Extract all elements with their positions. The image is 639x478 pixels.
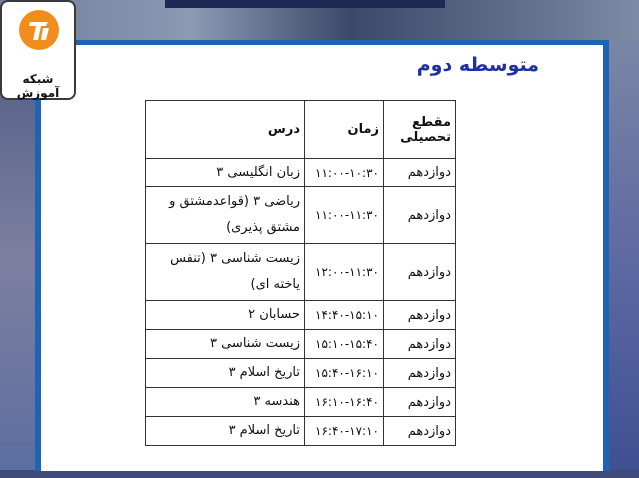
header-time: زمان — [305, 101, 384, 159]
time-cell: ۱۱:۰۰-۱۰:۳۰ — [305, 159, 384, 187]
subject-cell: زیست شناسی ۳ (تنفس یاخته ای) — [146, 244, 305, 301]
page-title: متوسطه دوم — [416, 54, 539, 76]
time-cell: ۱۲:۰۰-۱۱:۳۰ — [305, 244, 384, 301]
subject-cell: زیست شناسی ۳ — [146, 330, 305, 359]
grade-cell: دوازدهم — [384, 388, 456, 417]
table-row — [146, 330, 456, 359]
grade-cell: دوازدهم — [384, 301, 456, 330]
schedule-table — [145, 100, 456, 446]
grade-cell: دوازدهم — [384, 417, 456, 446]
time-cell: ۱۵:۴۰-۱۶:۱۰ — [305, 359, 384, 388]
table-row — [146, 159, 456, 187]
subject-cell: تاریخ اسلام ۳ — [146, 417, 305, 446]
subject-cell: تاریخ اسلام ۳ — [146, 359, 305, 388]
background-top — [0, 0, 639, 40]
header-grade: مقطع تحصیلی — [384, 101, 456, 159]
background-bottom — [0, 470, 639, 478]
subject-cell: هندسه ۳ — [146, 388, 305, 417]
grade-cell: دوازدهم — [384, 244, 456, 301]
grade-cell: دوازدهم — [384, 187, 456, 244]
background-strip — [165, 0, 445, 8]
channel-logo — [0, 0, 76, 100]
table-row — [146, 388, 456, 417]
time-cell: ۱۶:۱۰-۱۶:۴۰ — [305, 388, 384, 417]
network-logo-icon — [19, 10, 59, 50]
table-row — [146, 359, 456, 388]
subject-cell: ریاضی ۳ (قواعدمشتق و مشتق پذیری) — [146, 187, 305, 244]
table-header-row — [146, 101, 456, 159]
background-right — [607, 40, 639, 478]
subject-cell: زبان انگلیسی ۳ — [146, 159, 305, 187]
grade-cell: دوازدهم — [384, 359, 456, 388]
table-row — [146, 244, 456, 301]
table-row — [146, 187, 456, 244]
subject-cell: حسابان ۲ — [146, 301, 305, 330]
time-cell: ۱۵:۱۰-۱۵:۴۰ — [305, 330, 384, 359]
time-cell: ۱۱:۰۰-۱۱:۳۰ — [305, 187, 384, 244]
table-row — [146, 301, 456, 330]
header-subject: درس — [146, 101, 305, 159]
grade-cell: دوازدهم — [384, 159, 456, 187]
table-row — [146, 417, 456, 446]
grade-cell: دوازدهم — [384, 330, 456, 359]
logo-label: شبکه آموزش — [16, 72, 60, 100]
background-left — [0, 40, 40, 478]
time-cell: ۱۶:۴۰-۱۷:۱۰ — [305, 417, 384, 446]
time-cell: ۱۴:۴۰-۱۵:۱۰ — [305, 301, 384, 330]
